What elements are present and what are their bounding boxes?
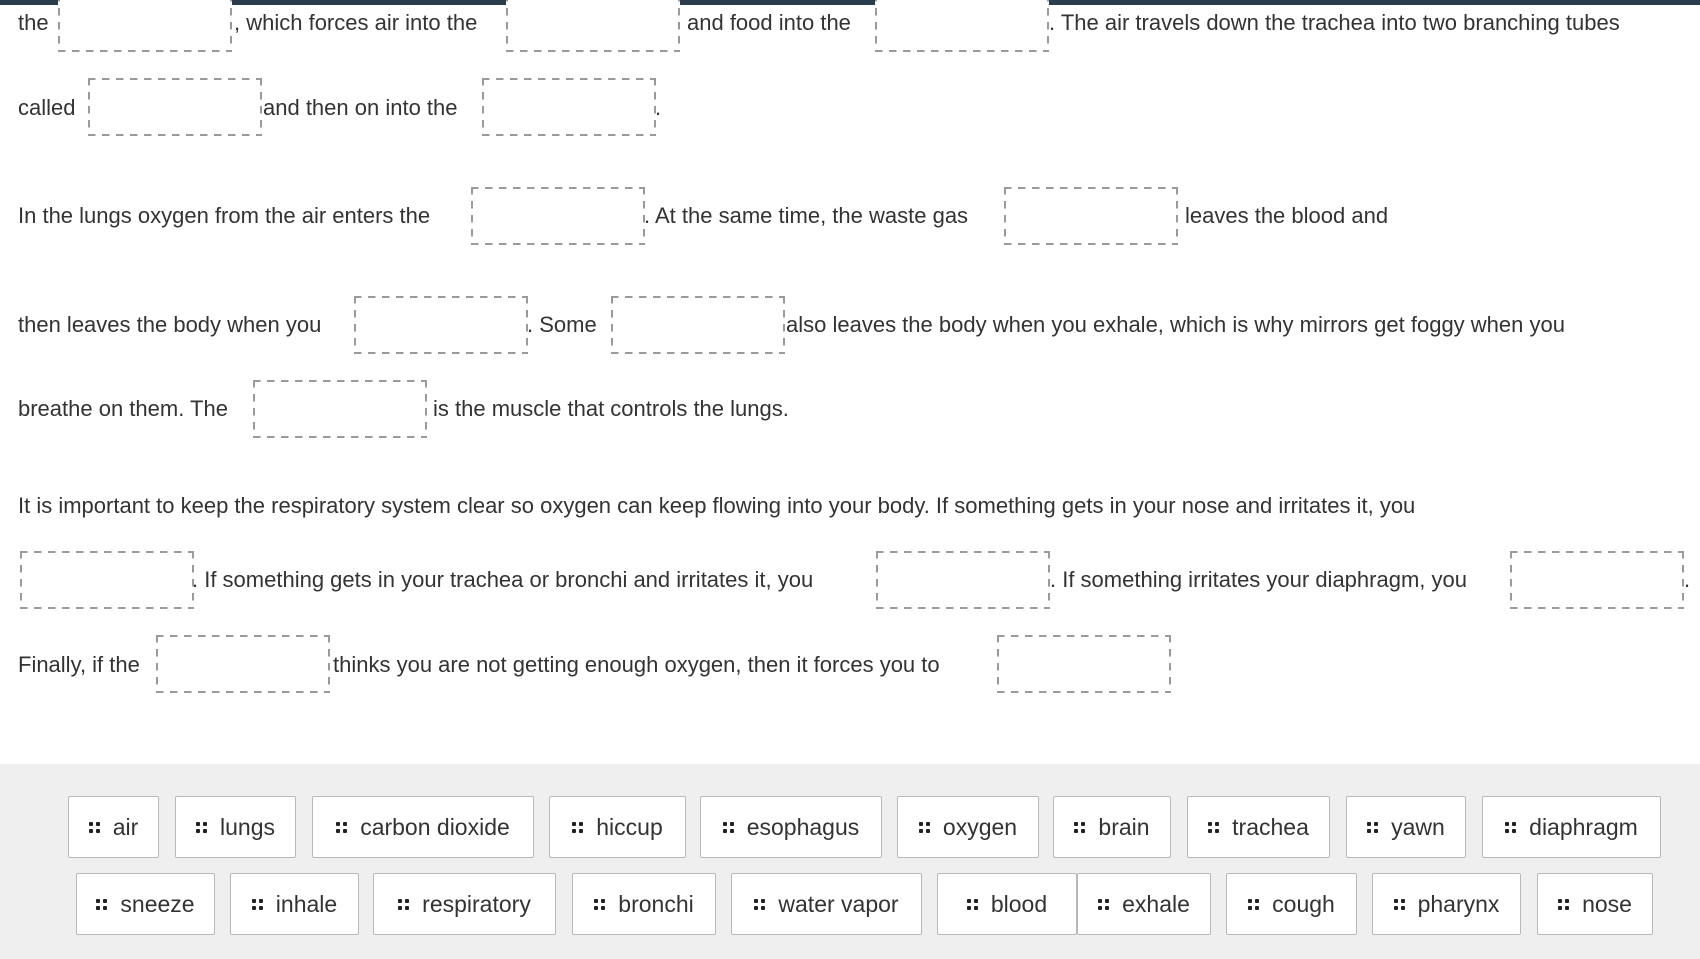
word-tile-diaphragm[interactable] (1482, 796, 1661, 858)
word-tile-label: cough (1272, 890, 1335, 917)
drag-handle-icon (398, 899, 409, 910)
word-tile-air[interactable] (68, 796, 159, 858)
word-tile-label: sneeze (120, 890, 195, 917)
word-tile-label: exhale (1122, 890, 1190, 917)
drag-handle-icon (96, 899, 107, 910)
word-tile-label: inhale (275, 890, 338, 917)
drop-zone-11[interactable] (20, 551, 194, 609)
word-tile-nose[interactable] (1537, 873, 1653, 935)
word-tile-pharynx[interactable] (1372, 873, 1521, 935)
drag-handle-icon (754, 899, 765, 910)
passage-text: the (18, 10, 49, 35)
word-tile-label: yawn (1391, 813, 1445, 840)
drag-handle-icon (572, 822, 583, 833)
drag-handle-icon (723, 822, 734, 833)
passage-text: is the muscle that controls the lungs. (433, 396, 789, 421)
word-tile-inhale[interactable] (230, 873, 359, 935)
drag-handle-icon (967, 899, 978, 910)
word-tile-label: carbon dioxide (360, 813, 510, 840)
passage-text: also leaves the body when you exhale, which is why mirrors get foggy when you (786, 312, 1565, 337)
drag-handle-icon (1098, 899, 1109, 910)
drop-zone-15[interactable] (997, 635, 1171, 693)
passage-text: . At the same time, the waste gas (644, 203, 969, 228)
drop-zone-8[interactable] (354, 296, 528, 354)
word-tile-label: air (112, 813, 139, 840)
passage-text: leaves the blood and (1185, 203, 1389, 228)
word-tile-esophagus[interactable] (700, 796, 882, 858)
passage-text: called (18, 95, 76, 120)
drop-zone-9[interactable] (611, 296, 785, 354)
passage-text: and then on into the (263, 95, 458, 120)
word-tile-oxygen[interactable] (897, 796, 1039, 858)
word-tile-blood[interactable] (937, 873, 1077, 935)
word-tile-exhale[interactable] (1077, 873, 1211, 935)
drag-handle-icon (1367, 822, 1378, 833)
drag-handle-icon (594, 899, 605, 910)
passage-text: breathe on them. The (18, 396, 228, 421)
drag-handle-icon (1248, 899, 1259, 910)
drop-zone-4[interactable] (88, 78, 262, 136)
passage-text: It is important to keep the respiratory system clear so oxygen can keep flowing into your body. If something gets in your nose and irritates it, you (18, 493, 1416, 518)
word-tile-sneeze[interactable] (76, 873, 215, 935)
word-tile-respiratory[interactable] (373, 873, 556, 935)
drag-handle-icon (1208, 822, 1219, 833)
drop-zone-7[interactable] (1004, 187, 1178, 245)
word-tile-label: hiccup (596, 813, 663, 840)
passage-text: , which forces air into the (234, 10, 478, 35)
passage-text: then leaves the body when you (18, 312, 322, 337)
drag-handle-icon (336, 822, 347, 833)
passage-text: thinks you are not getting enough oxygen, then it forces you to (333, 652, 940, 677)
drop-zone-13[interactable] (1510, 551, 1684, 609)
passage-text: . If something gets in your trachea or bronchi and irritates it, you (192, 567, 814, 592)
drop-zone-3[interactable] (875, 0, 1049, 52)
word-tile-carbon-dioxide[interactable] (312, 796, 534, 858)
drag-handle-icon (252, 899, 263, 910)
word-tile-label: brain (1098, 813, 1150, 840)
drag-handle-icon (1558, 899, 1569, 910)
word-tile-hiccup[interactable] (549, 796, 686, 858)
drag-handle-icon (1074, 822, 1085, 833)
word-tile-cough[interactable] (1226, 873, 1357, 935)
word-tile-lungs[interactable] (175, 796, 296, 858)
passage-text: . If something irritates your diaphragm, you (1050, 567, 1467, 592)
passage-text: . The air travels down the trachea into two branching tubes (1049, 10, 1620, 35)
drop-zone-12[interactable] (876, 551, 1050, 609)
word-tile-water-vapor[interactable] (731, 873, 922, 935)
passage-text: . Some (527, 312, 597, 337)
word-tile-label: diaphragm (1529, 813, 1638, 840)
word-tile-label: water vapor (778, 890, 899, 917)
word-bank (0, 764, 1700, 959)
passage-text: and food into the (687, 10, 851, 35)
word-tile-label: lungs (220, 813, 275, 840)
drag-handle-icon (1394, 899, 1405, 910)
word-tile-label: respiratory (422, 890, 531, 917)
word-tile-brain[interactable] (1053, 796, 1171, 858)
word-tile-label: blood (990, 890, 1048, 917)
drop-zone-10[interactable] (253, 380, 427, 438)
word-tile-bronchi[interactable] (572, 873, 716, 935)
drag-handle-icon (89, 822, 100, 833)
drop-zone-5[interactable] (482, 78, 656, 136)
word-tile-label: bronchi (618, 890, 694, 917)
passage-text: Finally, if the (18, 652, 140, 677)
word-tile-yawn[interactable] (1346, 796, 1466, 858)
top-bar (0, 0, 1700, 5)
drag-handle-icon (1505, 822, 1516, 833)
drag-handle-icon (196, 822, 207, 833)
drop-zone-1[interactable] (58, 0, 232, 52)
word-tile-label: esophagus (746, 813, 860, 840)
drop-zone-14[interactable] (156, 635, 330, 693)
word-tile-label: trachea (1232, 813, 1309, 840)
drag-handle-icon (919, 822, 930, 833)
word-tile-label: oxygen (942, 813, 1018, 840)
drop-zone-2[interactable] (506, 0, 680, 52)
word-tile-label: nose (1582, 890, 1632, 917)
passage-text: . (1684, 567, 1691, 592)
drop-zone-6[interactable] (471, 187, 645, 245)
passage-text: In the lungs oxygen from the air enters the (18, 203, 431, 228)
passage-text: . (655, 95, 662, 120)
word-tile-trachea[interactable] (1187, 796, 1330, 858)
word-tile-label: pharynx (1417, 890, 1500, 917)
